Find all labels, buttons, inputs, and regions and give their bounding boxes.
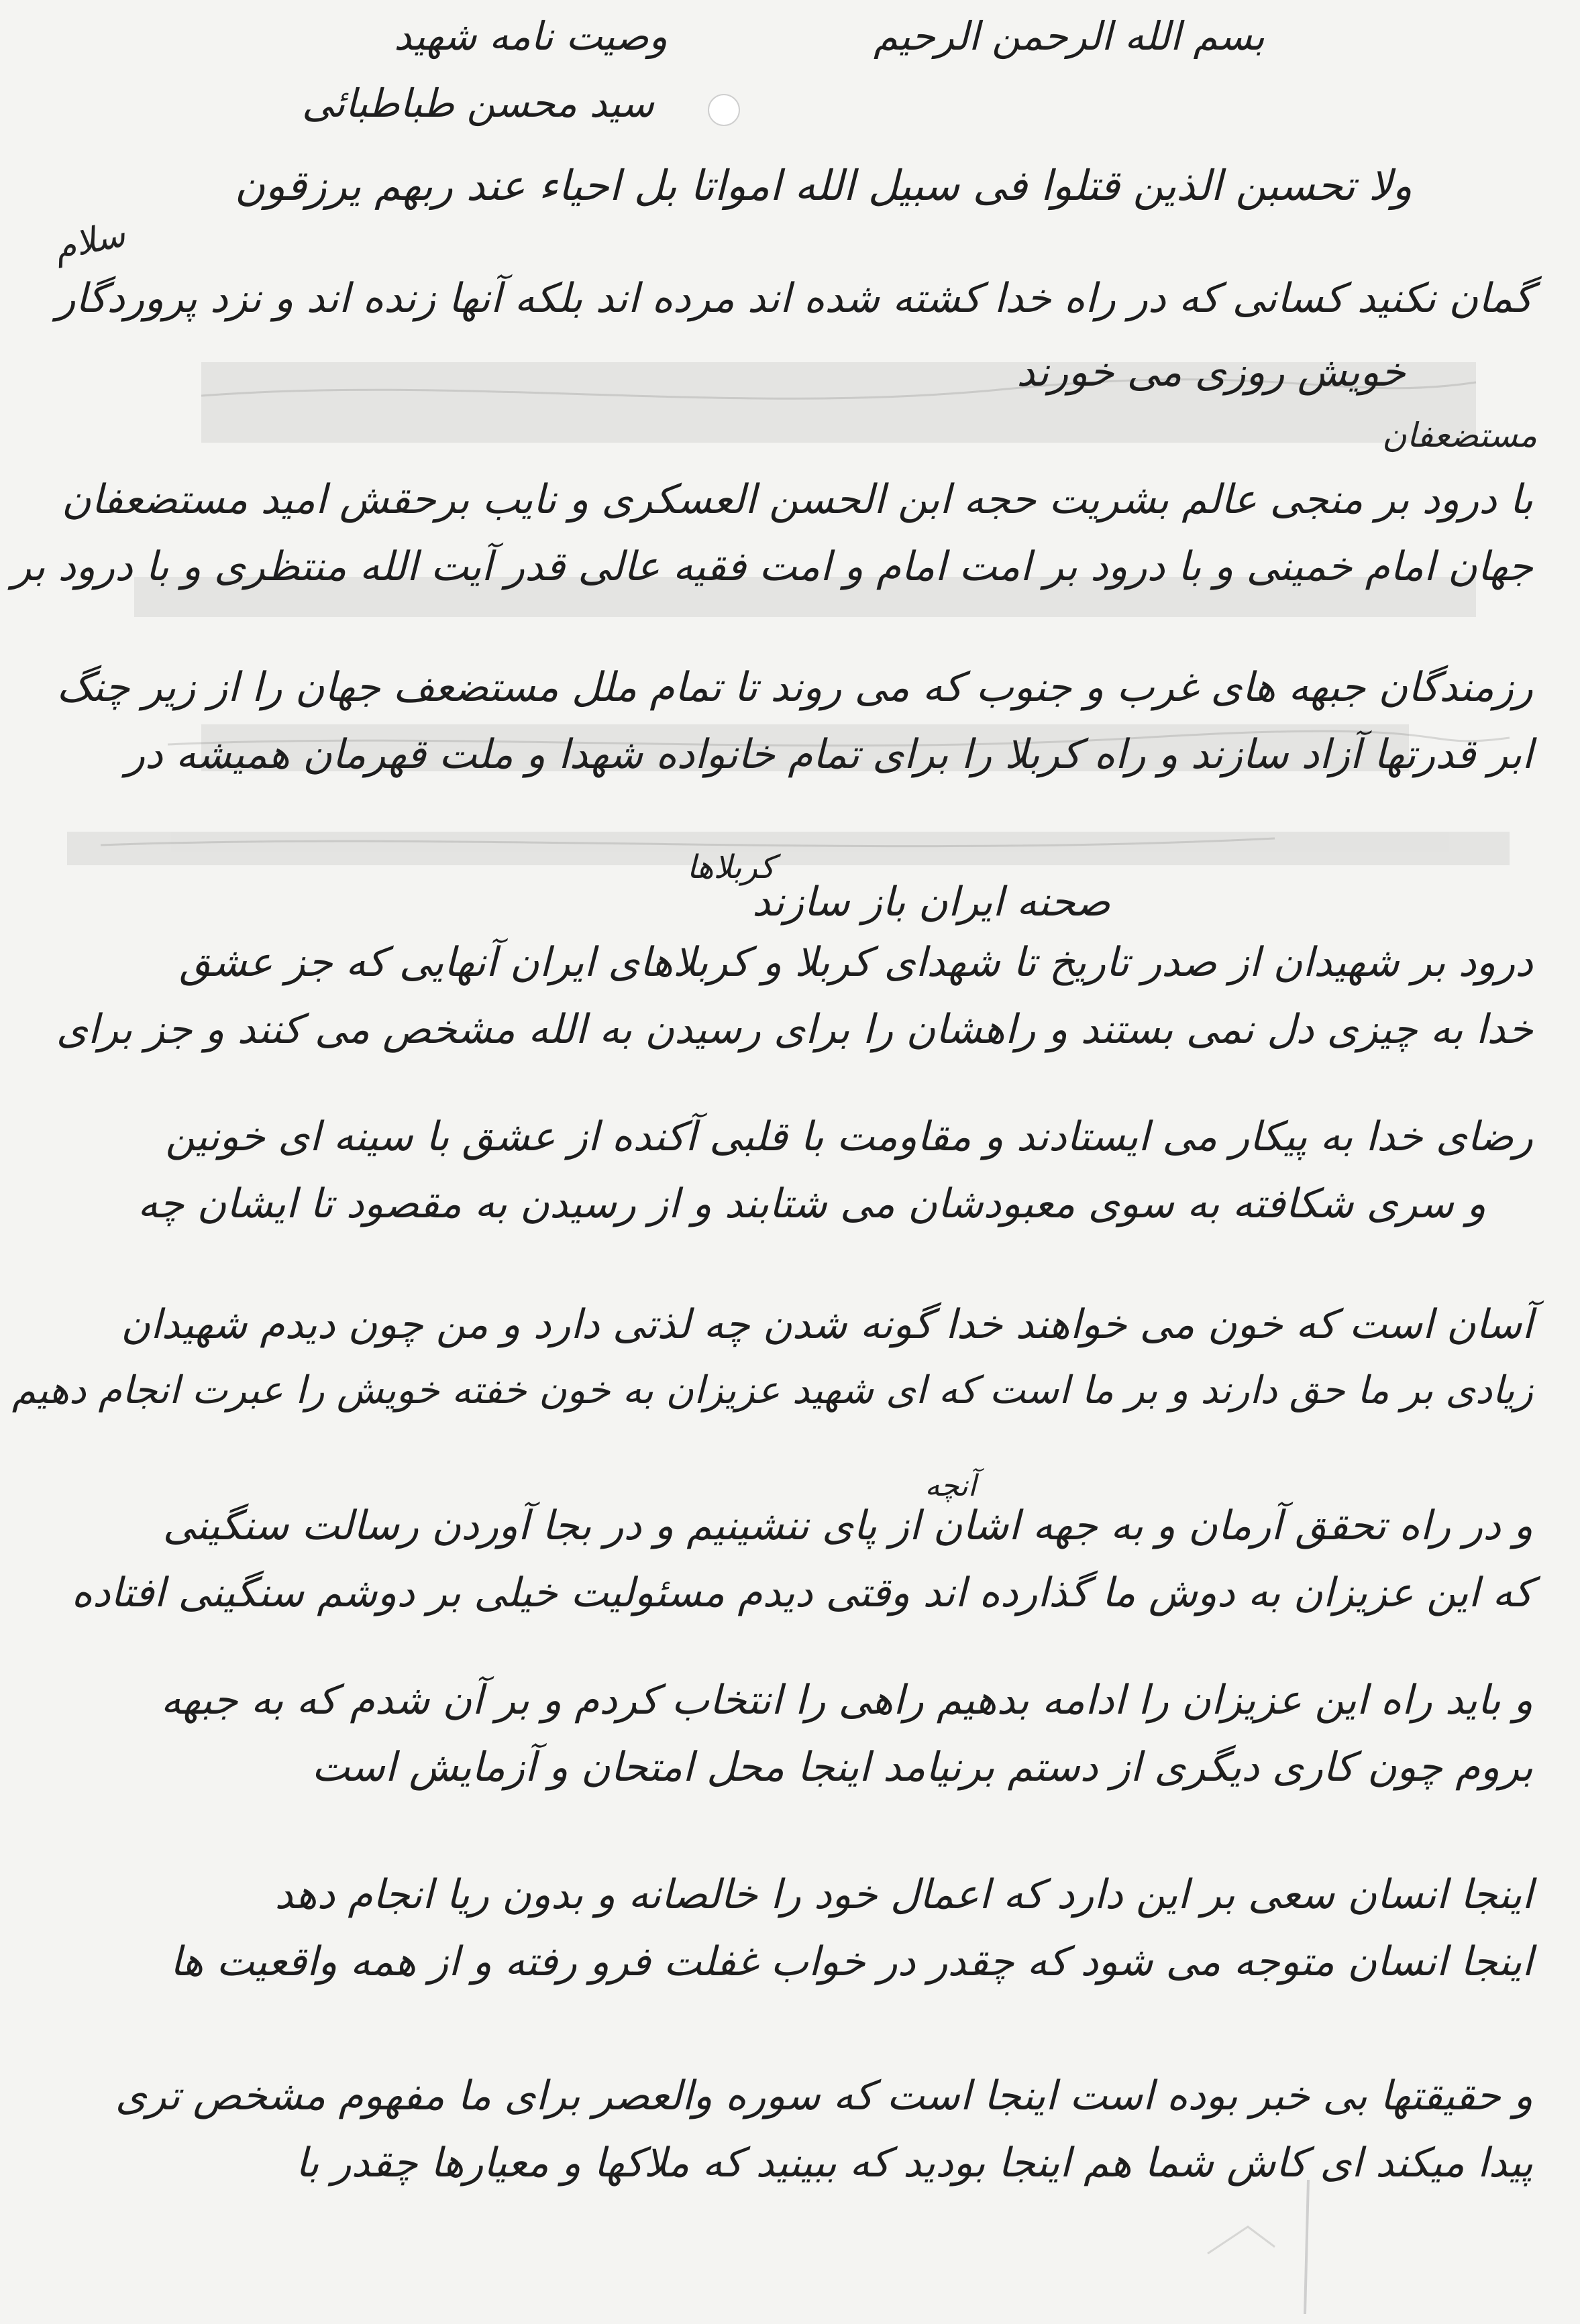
paragraph-line: خدا به چیزی دل نمی بستند و راهشان را برای رسیدن به الله مشخص می کنند و جز برای: [56, 1006, 1533, 1053]
paragraph-line: با درود بر منجی عالم بشریت حجه ابن الحسن العسکری و نایب برحقش امید مستضعفان: [61, 476, 1533, 523]
paragraph-line: ابر قدرتها آزاد سازند و راه کربلا را برای تمام خانواده شهدا و ملت قهرمان همیشه در: [125, 731, 1533, 778]
paragraph-line: صحنه ایران باز سازند: [751, 879, 1110, 926]
quran-verse: ولا تحسبن الذین قتلوا فی سبیل الله امواتا بل احیاء عند ربهم یرزقون: [234, 161, 1412, 210]
paragraph-line: و حقیقتها بی خبر بوده است اینجا است که سوره والعصر برای ما مفهوم مشخص تری: [115, 2072, 1533, 2119]
margin-note-mostazafan: مستضعفان: [1382, 416, 1538, 455]
paragraph-line: و در راه تحقق آرمان و به جهه اشان از پای ننشینیم و در بجا آوردن رسالت سنگینی: [162, 1502, 1533, 1549]
paragraph-line: که این عزیزان به دوش ما گذارده اند وقتی دیدم مسئولیت خیلی بر دوشم سنگینی افتاده: [71, 1569, 1533, 1616]
martyr-name: سید محسن طباطبائی: [302, 80, 654, 126]
will-title: وصیت نامه شهید: [394, 13, 668, 59]
paragraph-line: رضای خدا به پیکار می ایستادند و مقاومت با قلبی آکنده از عشق با سینه ای خونین: [165, 1113, 1533, 1160]
paragraph-line: زیادی بر ما حق دارند و بر ما است که ای شهید عزیزان به خون خفته خویش را عبرت انجام دهیم: [11, 1368, 1533, 1413]
paragraph-line-insert: آنچه: [925, 1469, 976, 1503]
paragraph-line: اینجا انسان سعی بر این دارد که اعمال خود را خالصانه و بدون ریا انجام دهد: [274, 1871, 1533, 1918]
paragraph-line: بروم چون کاری دیگری از دستم برنیامد اینجا محل امتحان و آزمایش است: [311, 1744, 1533, 1791]
paragraph-line-insert: کربلاها: [686, 848, 775, 886]
paragraph-line: رزمندگان جبهه های غرب و جنوب که می روند تا تمام ملل مستضعف جهان را از زیر چنگ: [56, 664, 1533, 711]
paragraph-line: گمان نکنید کسانی که در راه خدا کشته شده اند مرده اند بلکه آنها زنده اند و نزد پروردگار: [56, 275, 1533, 322]
bismillah: بسم الله الرحمن الرحیم: [874, 13, 1265, 59]
punch-hole: [708, 94, 740, 126]
paragraph-line: آسان است که خون می خواهند خدا گونه شدن چه لذتی دارد و من چون دیدم شهیدان: [121, 1301, 1533, 1348]
paragraph-line: درود بر شهیدان از صدر تاریخ تا شهدای کربلا و کربلاهای ایران آنهایی که جز عشق: [179, 939, 1533, 986]
paragraph-line: اینجا انسان متوجه می شود که چقدر در خواب غفلت فرو رفته و از همه واقعیت ها: [170, 1938, 1533, 1985]
paragraph-line: و سری شکافته به سوی معبودشان می شتابند و از رسیدن به مقصود تا ایشان چه: [138, 1180, 1486, 1227]
paragraph-line: پیدا میکند ای کاش شما هم اینجا بودید که ببینید که ملاکها و معیارها چقدر با: [295, 2140, 1533, 2187]
paragraph-line: جهان امام خمینی و با درود بر امت امام و امت فقیه عالی قدر آیت الله منتظری و با درود بر: [11, 543, 1533, 590]
paragraph-line: خویش روزی می خورند: [1016, 349, 1406, 396]
paragraph-line: و باید راه این عزیزان را ادامه بدهیم راهی را انتخاب کردم و بر آن شدم که به جبهه: [160, 1677, 1533, 1724]
margin-note-greeting: سلام: [50, 214, 129, 269]
